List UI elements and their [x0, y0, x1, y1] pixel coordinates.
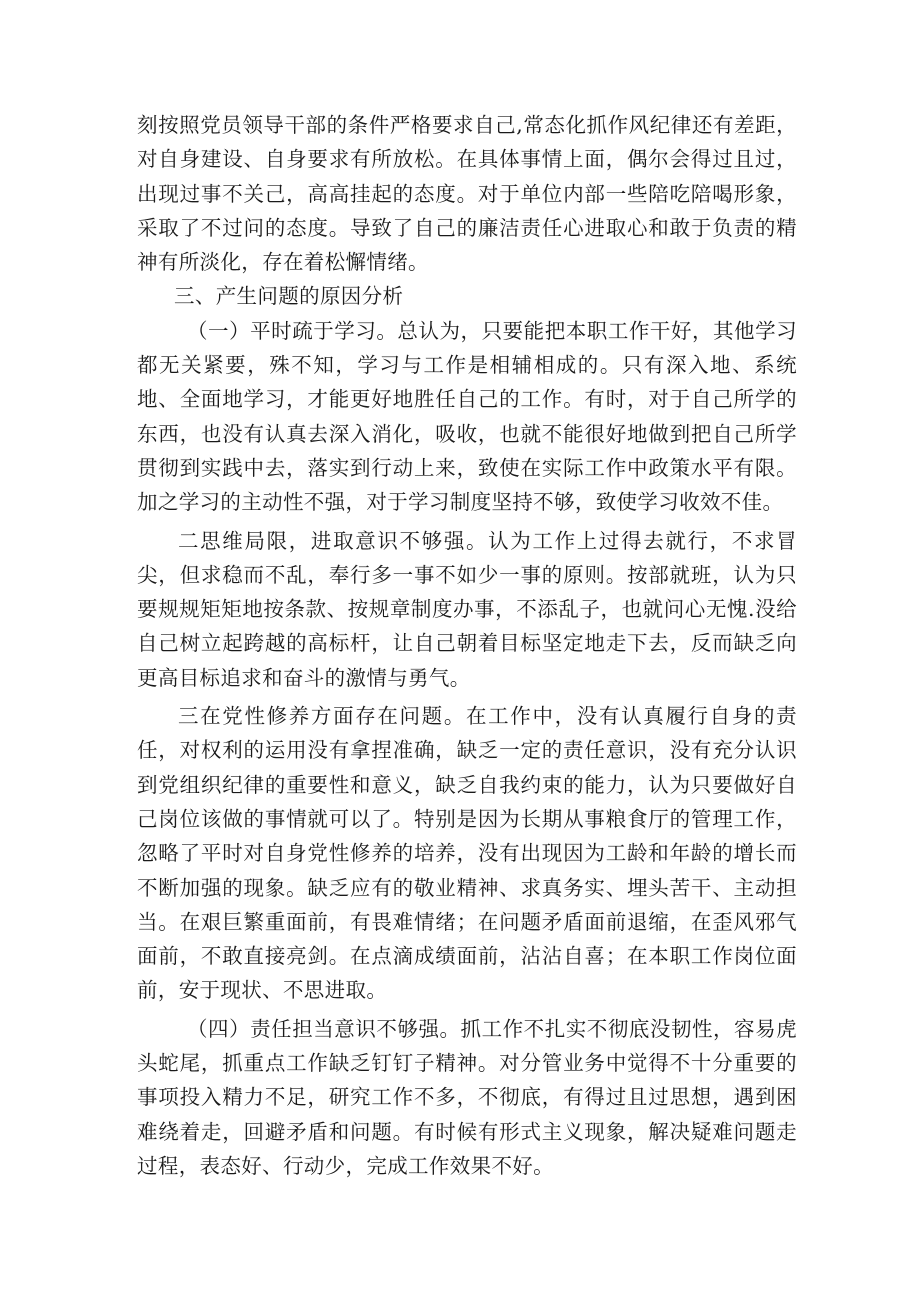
- document-body: [137, 108, 797, 1183]
- reason-paragraph-4: （四）责任担当意识不够强。抓工作不扎实不彻底没韧性，容易虎头蛇尾，抓重点工作缺乏钉钉子精神。对分管业务中觉得不十分重要的事项投入精力不足，研究工作不多，不彻底，有得过且过思想，遇到困难绕着走，回避矛盾和问题。有时候有形式主义现象，解决疑难问题走过程，表态好、行动少，完成工作效果不好。: [137, 1016, 797, 1178]
- section-heading: 三、产生问题的原因分析: [174, 284, 404, 309]
- reason-paragraph-2: 二思维局限，进取意识不够强。认为工作上过得去就行，不求冒尖，但求稳而不乱，奉行多一事不如少一事的原则。按部就班，认为只要规规矩矩地按条款、按规章制度办事，不添乱子，也就问心无愧.没给自己树立起跨越的高标杆，让自己朝着目标坚定地走下去，反而缺乏向更高目标追求和奋斗的激情与勇气。: [137, 528, 797, 690]
- reason-paragraph-1: （一）平时疏于学习。总认为，只要能把本职工作干好，其他学习都无关紧要，殊不知，学习与工作是相辅相成的。只有深入地、系统地、全面地学习，才能更好地胜任自己的工作。有时，对于自己所学的东西，也没有认真去深入消化，吸收，也就不能很好地做到把自己所学贯彻到实践中去，落实到行动上来，致使在实际工作中政策水平有限。加之学习的主动性不强，对于学习制度坚持不够，致使学习收效不佳。: [137, 318, 797, 515]
- reason-paragraph-3: 三在党性修养方面存在问题。在工作中，没有认真履行自身的责任，对权利的运用没有拿捏准确，缺乏一定的责任意识，没有充分认识到党组织纪律的重要性和意义，缺乏自我约束的能力，认为只要做好自己岗位该做的事情就可以了。特别是因为长期从事粮食厅的管理工作，忽略了平时对自身党性修养的培养，没有出现因为工龄和年龄的增长而不断加强的现象。缺乏应有的敬业精神、求真务实、埋头苦干、主动担当。在艰巨繁重面前，有畏难情绪；在问题矛盾面前退缩，在歪风邪气面前，不敢直接亮剑。在点滴成绩面前，沾沾自喜；在本职工作岗位面前，安于现状、不思进取。: [137, 704, 797, 1003]
- continuation-paragraph: 刻按照党员领导干部的条件严格要求自己,常态化抓作风纪律还有差距，对自身建设、自身要求有所放松。在具体事情上面，偶尔会得过且过，出现过事不关己，高高挂起的态度。对于单位内部一些陪吃陪喝形象，采取了不过问的态度。导致了自己的廉洁责任心进取心和敢于负责的精神有所淡化，存在着松懈情绪。: [137, 113, 797, 275]
